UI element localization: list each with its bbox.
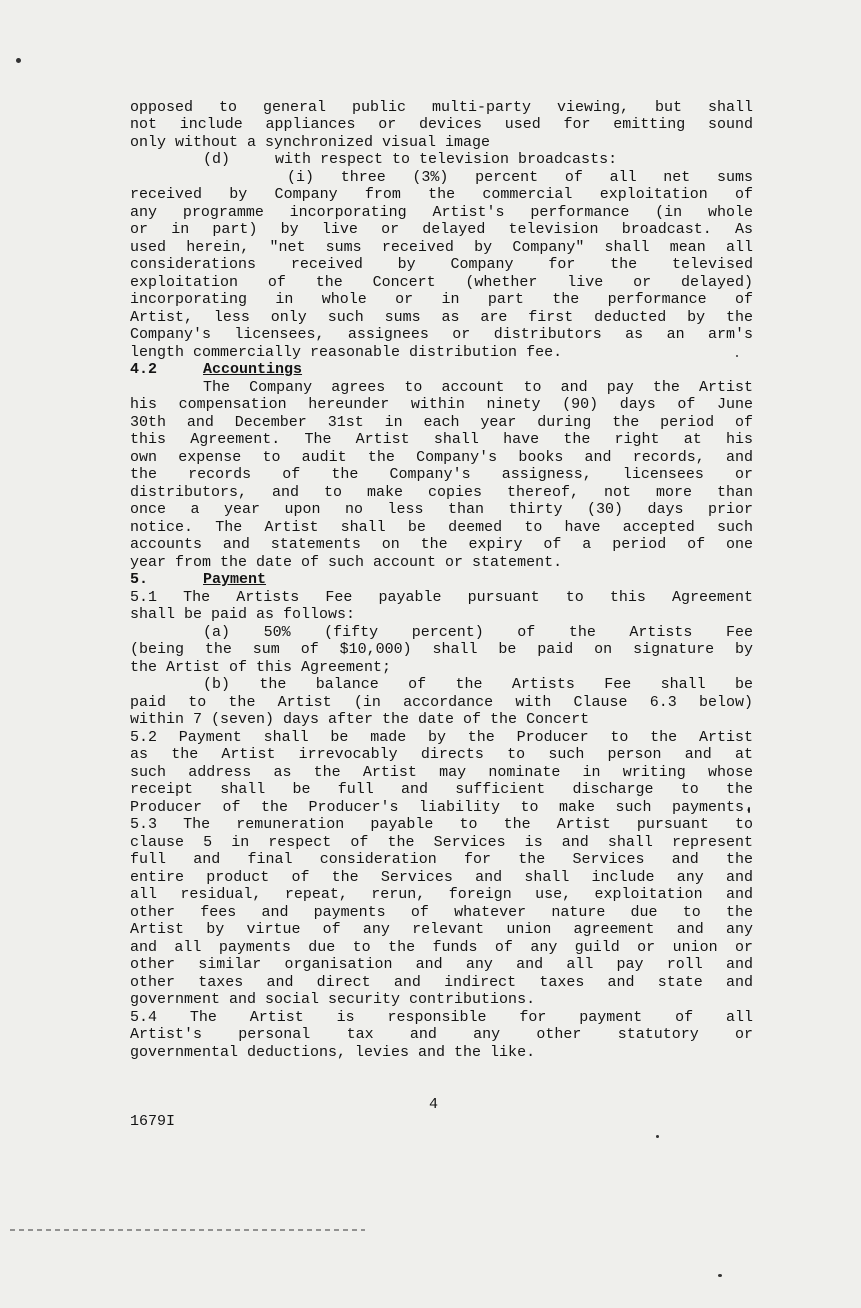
body-text-line: the records of the Company's assigness, licensees or xyxy=(130,466,753,483)
section-number: 4.2 xyxy=(130,361,158,378)
body-text-line: incorporating in whole or in part the performance of xyxy=(130,291,753,308)
body-text-line: accounts and statements on the expiry of a period of one xyxy=(130,536,753,553)
body-text-line: all residual, repeat, rerun, foreign use, exploitation and xyxy=(130,886,753,903)
body-text-line: 5.4 The Artist is responsible for payment of all xyxy=(130,1009,753,1026)
body-text-line: the Artist of this Agreement; xyxy=(130,659,392,676)
body-text-line: his compensation hereunder within ninety (90) days of June xyxy=(130,396,753,413)
section-heading-accountings: Accountings xyxy=(203,361,303,378)
body-text-line: The Company agrees to account to and pay the Artist xyxy=(203,379,753,396)
body-text-line: Artist's personal tax and any other statutory or xyxy=(130,1026,753,1043)
section-number: 5. xyxy=(130,571,149,588)
body-text-line: once a year upon no less than thirty (30) days prior xyxy=(130,501,753,518)
body-text-line: or in part) by live or delayed television broadcast. As xyxy=(130,221,753,238)
scan-speck xyxy=(656,1135,659,1138)
body-text-line: such address as the Artist may nominate in writing whose xyxy=(130,764,753,781)
body-text-line: not include appliances or devices used for emitting sound xyxy=(130,116,753,133)
body-text-line: length commercially reasonable distribution fee. xyxy=(130,344,563,361)
body-text-line: 5.1 The Artists Fee payable pursuant to this Agreement xyxy=(130,589,753,606)
body-text-line: government and social security contributions. xyxy=(130,991,536,1008)
body-text-line: shall be paid as follows: xyxy=(130,606,356,623)
body-text-line: any programme incorporating Artist's performance (in whole xyxy=(130,204,753,221)
body-text-line: considerations received by Company for the televised xyxy=(130,256,753,273)
body-text-line: 5.3 The remuneration payable to the Artist pursuant to xyxy=(130,816,753,833)
body-text-line: and all payments due to the funds of any guild or union or xyxy=(130,939,753,956)
page-number: 4 xyxy=(429,1096,439,1113)
body-text-line: receipt shall be full and sufficient discharge to the xyxy=(130,781,753,798)
body-text-line: used herein, "net sums received by Company" shall mean all xyxy=(130,239,753,256)
body-text-line: received by Company from the commercial exploitation of xyxy=(130,186,753,203)
body-text-line: (a) 50% (fifty percent) of the Artists Fee xyxy=(203,624,753,641)
body-text-line: full and final consideration for the Services and the xyxy=(130,851,753,868)
body-text-line: this Agreement. The Artist shall have the right at his xyxy=(130,431,753,448)
body-text-line: within 7 (seven) days after the date of the Concert xyxy=(130,711,590,728)
body-text-line: entire product of the Services and shall include any and xyxy=(130,869,753,886)
body-text-line: notice. The Artist shall be deemed to have accepted such xyxy=(130,519,753,536)
body-text-line: other similar organisation and any and all pay roll and xyxy=(130,956,753,973)
scan-speck xyxy=(718,1274,722,1277)
body-text-line: distributors, and to make copies thereof, not more than xyxy=(130,484,753,501)
body-text-line: exploitation of the Concert (whether live or delayed) xyxy=(130,274,753,291)
scan-edge-dashes xyxy=(10,1229,365,1231)
section-heading-payment: Payment xyxy=(203,571,267,588)
body-text-line: (b) the balance of the Artists Fee shall be xyxy=(203,676,753,693)
body-text-line: 30th and December 31st in each year during the period of xyxy=(130,414,753,431)
body-text-line: own expense to audit the Company's books and records, and xyxy=(130,449,753,466)
body-text-line: other fees and payments of whatever nature due to the xyxy=(130,904,753,921)
body-text-line: other taxes and direct and indirect taxes and state and xyxy=(130,974,753,991)
body-text-line: (i) three (3%) percent of all net sums xyxy=(287,169,753,186)
body-text-line: Company's licensees, assignees or distributors as an arm's xyxy=(130,326,753,343)
body-text-line: Producer of the Producer's liability to make such payments. xyxy=(130,799,753,816)
body-text-line: only without a synchronized visual image xyxy=(130,134,491,151)
body-text-line: Artist by virtue of any relevant union agreement and any xyxy=(130,921,753,938)
scan-speck xyxy=(16,58,21,63)
body-text-line: paid to the Artist (in accordance with Clause 6.3 below) xyxy=(130,694,753,711)
body-text-line: (being the sum of $10,000) shall be paid on signature by xyxy=(130,641,753,658)
body-text-line: opposed to general public multi-party viewing, but shall xyxy=(130,99,753,116)
body-text-line: as the Artist irrevocably directs to such person and at xyxy=(130,746,753,763)
body-text-line: (d) with respect to television broadcasts: xyxy=(203,151,618,168)
body-text-line: clause 5 in respect of the Services is and shall represent xyxy=(130,834,753,851)
body-text-line: year from the date of such account or statement. xyxy=(130,554,563,571)
body-text-line: Artist, less only such sums as are first deducted by the xyxy=(130,309,753,326)
document-code: 1679I xyxy=(130,1113,176,1130)
body-text-line: 5.2 Payment shall be made by the Producer to the Artist xyxy=(130,729,753,746)
body-text-line: governmental deductions, levies and the like. xyxy=(130,1044,536,1061)
